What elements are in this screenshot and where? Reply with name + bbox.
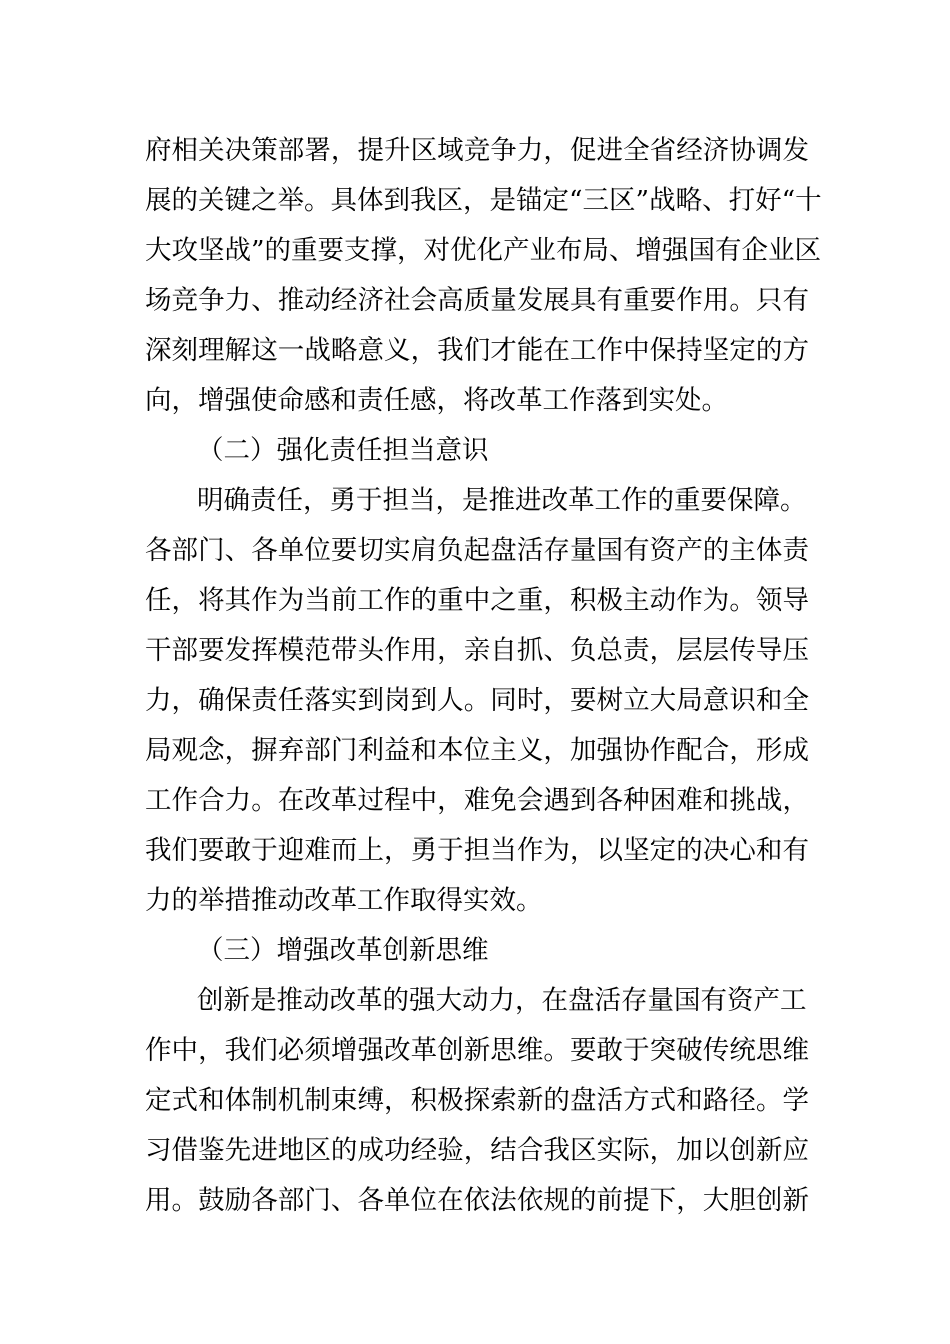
text-line-19: 作中，我们必须增强改革创新思维。要敢于突破传统思维 — [145, 1035, 809, 1066]
text-line-20: 定式和体制机制束缚，积极探索新的盘活方式和路径。学 — [145, 1085, 809, 1116]
text-line-18: 创新是推动改革的强大动力，在盘活存量国有资产工 — [197, 985, 807, 1016]
text-line-21: 习借鉴先进地区的成功经验，结合我区实际，加以创新应 — [145, 1135, 809, 1166]
text-line-2: 展的关键之举。具体到我区，是锚定“三区”战略、打好“十 — [145, 185, 822, 216]
text-line-12: 力，确保责任落实到岗到人。同时，要树立大局意识和全 — [145, 685, 809, 716]
document-body — [145, 126, 822, 1226]
text-line-3: 大攻坚战”的重要支撑，对优化产业布局、增强国有企业区 — [145, 235, 822, 266]
text-line-16: 力的举措推动改革工作取得实效。 — [145, 885, 543, 916]
text-line-6: 向，增强使命感和责任感，将改革工作落到实处。 — [145, 385, 728, 416]
text-line-8: 明确责任，勇于担当，是推进改革工作的重要保障。 — [197, 485, 807, 516]
text-line-13: 局观念，摒弃部门利益和本位主义，加强协作配合，形成 — [145, 735, 809, 766]
text-line-10: 任，将其作为当前工作的重中之重，积极主动作为。领导 — [145, 585, 809, 616]
text-line-5: 深刻理解这一战略意义，我们才能在工作中保持坚定的方 — [145, 335, 809, 366]
text-line-11: 干部要发挥模范带头作用，亲自抓、负总责，层层传导压 — [145, 635, 809, 666]
text-line-4: 场竞争力、推动经济社会高质量发展具有重要作用。只有 — [145, 285, 809, 316]
text-line-22: 用。鼓励各部门、各单位在依法依规的前提下，大胆创新 — [145, 1185, 809, 1216]
text-line-15: 我们要敢于迎难而上，勇于担当作为，以坚定的决心和有 — [145, 835, 809, 866]
text-line-9: 各部门、各单位要切实肩负起盘活存量国有资产的主体责 — [145, 535, 809, 566]
section-heading-3: （三）增强改革创新思维 — [197, 935, 489, 966]
text-line-1: 府相关决策部署，提升区域竞争力，促进全省经济协调发 — [145, 135, 809, 166]
section-heading-2: （二）强化责任担当意识 — [197, 435, 489, 466]
text-line-14: 工作合力。在改革过程中，难免会遇到各种困难和挑战， — [145, 785, 809, 816]
